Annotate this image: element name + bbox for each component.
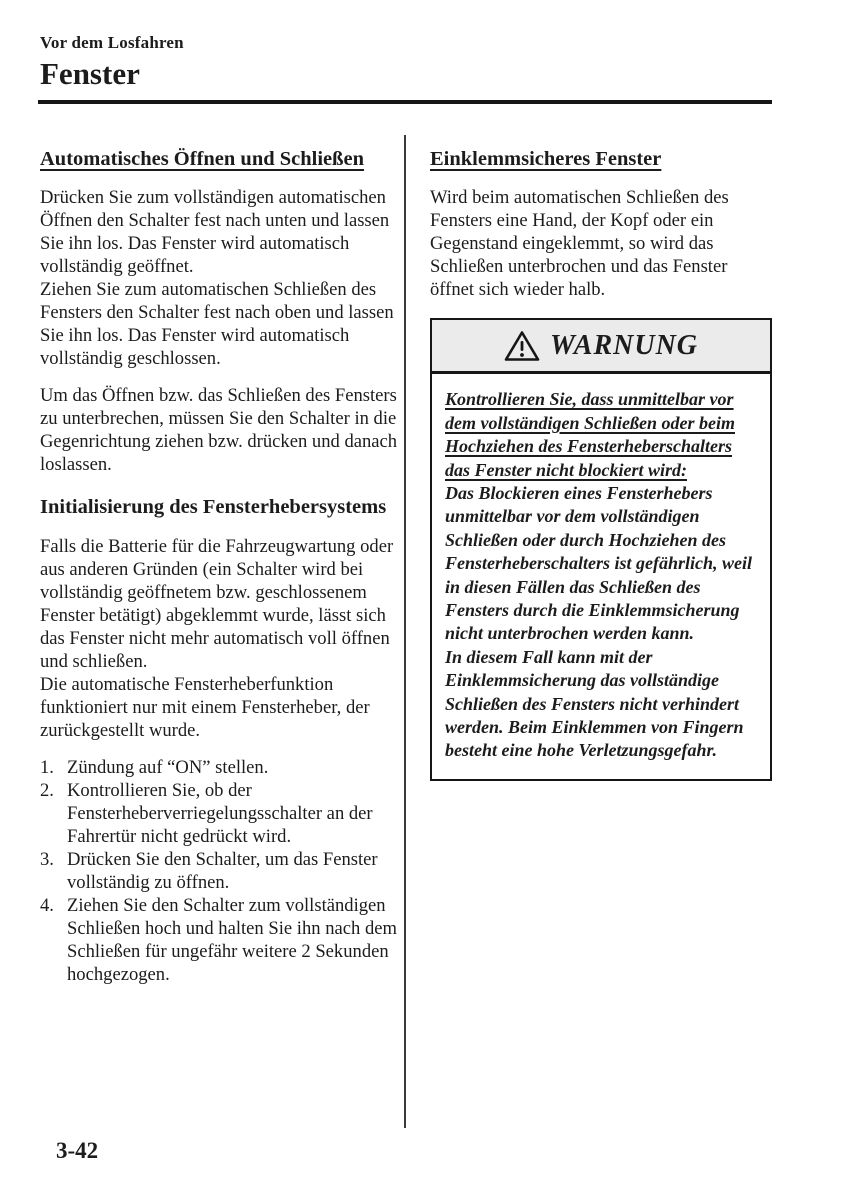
right-column <box>430 148 772 986</box>
step-text: Ziehen Sie den Schalter zum vollständigen Schließen hoch und halten Sie ihn nach dem Schließen für ungefähr weitere 2 Sekunden hochgezogen. <box>67 894 397 985</box>
page-number: 3-42 <box>56 1138 99 1163</box>
list-item <box>40 779 398 848</box>
warning-box-body <box>432 374 770 779</box>
step-text: Zündung auf “ON” stellen. <box>67 756 269 778</box>
column-divider <box>404 135 406 1128</box>
paragraph-battery: Falls die Batterie für die Fahrzeugwartung oder aus anderen Gründen (ein Schalter wird bei vollständig geöffnetem bzw. geschlossenem Fenster betätigt) abgeklemmt wurde, lässt sich das Fenster nicht mehr automatisch voll öffnen und schließen. <box>40 535 394 672</box>
paragraph-function: Die automatische Fensterheberfunktion funktioniert nur mit einem Fensterheber, der zurückgestellt wurde. <box>40 673 370 741</box>
warning-title: WARNUNG <box>549 330 699 362</box>
section-heading-initialization: Initialisierung des Fensterhebersystems <box>40 496 387 519</box>
list-item <box>40 756 398 779</box>
warning-intro: Kontrollieren Sie, dass unmittelbar vor dem vollständigen Schließen oder beim Hochziehen des Fensterheberschalters das Fenster nicht blockiert wird: <box>445 389 735 480</box>
content-columns <box>0 148 845 986</box>
initialization-steps-list <box>40 756 398 986</box>
warning-paragraph-1: Das Blockieren eines Fensterhebers unmittelbar vor dem vollständigen Schließen oder durch Hochziehen des Fensterheberschalters ist gefährlich, weil in diesen Fällen das Schließen des Fensters durch die Einklemmsicherung nicht unterbrochen werden kann. <box>445 482 753 644</box>
header-rule <box>38 100 772 104</box>
section-heading-anti-pinch: Einklemmsicheres Fenster <box>430 147 662 170</box>
paragraph-interrupt: Um das Öffnen bzw. das Schließen des Fensters zu unterbrechen, müssen Sie den Schalter in die Gegenrichtung ziehen bzw. drücken und danach loslassen. <box>40 385 398 476</box>
page-header <box>0 0 845 91</box>
chapter-eyebrow: Vor dem Losfahren <box>40 33 184 52</box>
page-title: Fenster <box>40 55 140 91</box>
step-number: 4. <box>40 894 54 916</box>
warning-box <box>430 318 772 781</box>
list-item <box>40 848 398 894</box>
warning-triangle-icon <box>504 330 540 362</box>
section-heading-auto-open-close: Automatisches Öffnen und Schließen <box>40 147 365 170</box>
step-text: Drücken Sie den Schalter, um das Fenster vollständig zu öffnen. <box>67 848 378 893</box>
left-column <box>40 148 398 986</box>
paragraph-anti-pinch: Wird beim automatischen Schließen des Fensters eine Hand, der Kopf oder ein Gegenstand eingeklemmt, so wird das Schließen unterbrochen und das Fenster öffnet sich wieder halb. <box>430 187 729 301</box>
step-number: 3. <box>40 848 54 870</box>
step-number: 2. <box>40 779 54 801</box>
paragraph-auto-open: Drücken Sie zum vollständigen automatischen Öffnen den Schalter fest nach unten und lassen Sie ihn los. Das Fenster wird automatisch vollständig geöffnet. <box>40 187 390 278</box>
list-item <box>40 894 398 986</box>
paragraph-auto-close: Ziehen Sie zum automatischen Schließen des Fensters den Schalter fest nach oben und lassen Sie ihn los. Das Fenster wird automatisch vollständig geschlossen. <box>40 279 394 370</box>
warning-paragraph-2: In diesem Fall kann mit der Einklemmsicherung das vollständige Schließen des Fensters nicht verhindert werden. Beim Einklemmen von Fingern besteht eine hohe Verletzungsgefahr. <box>445 646 744 761</box>
warning-box-header <box>432 320 770 374</box>
step-text: Kontrollieren Sie, ob der Fensterheberverriegelungsschalter an der Fahrertür nicht gedrückt wird. <box>67 779 373 847</box>
step-number: 1. <box>40 756 54 778</box>
